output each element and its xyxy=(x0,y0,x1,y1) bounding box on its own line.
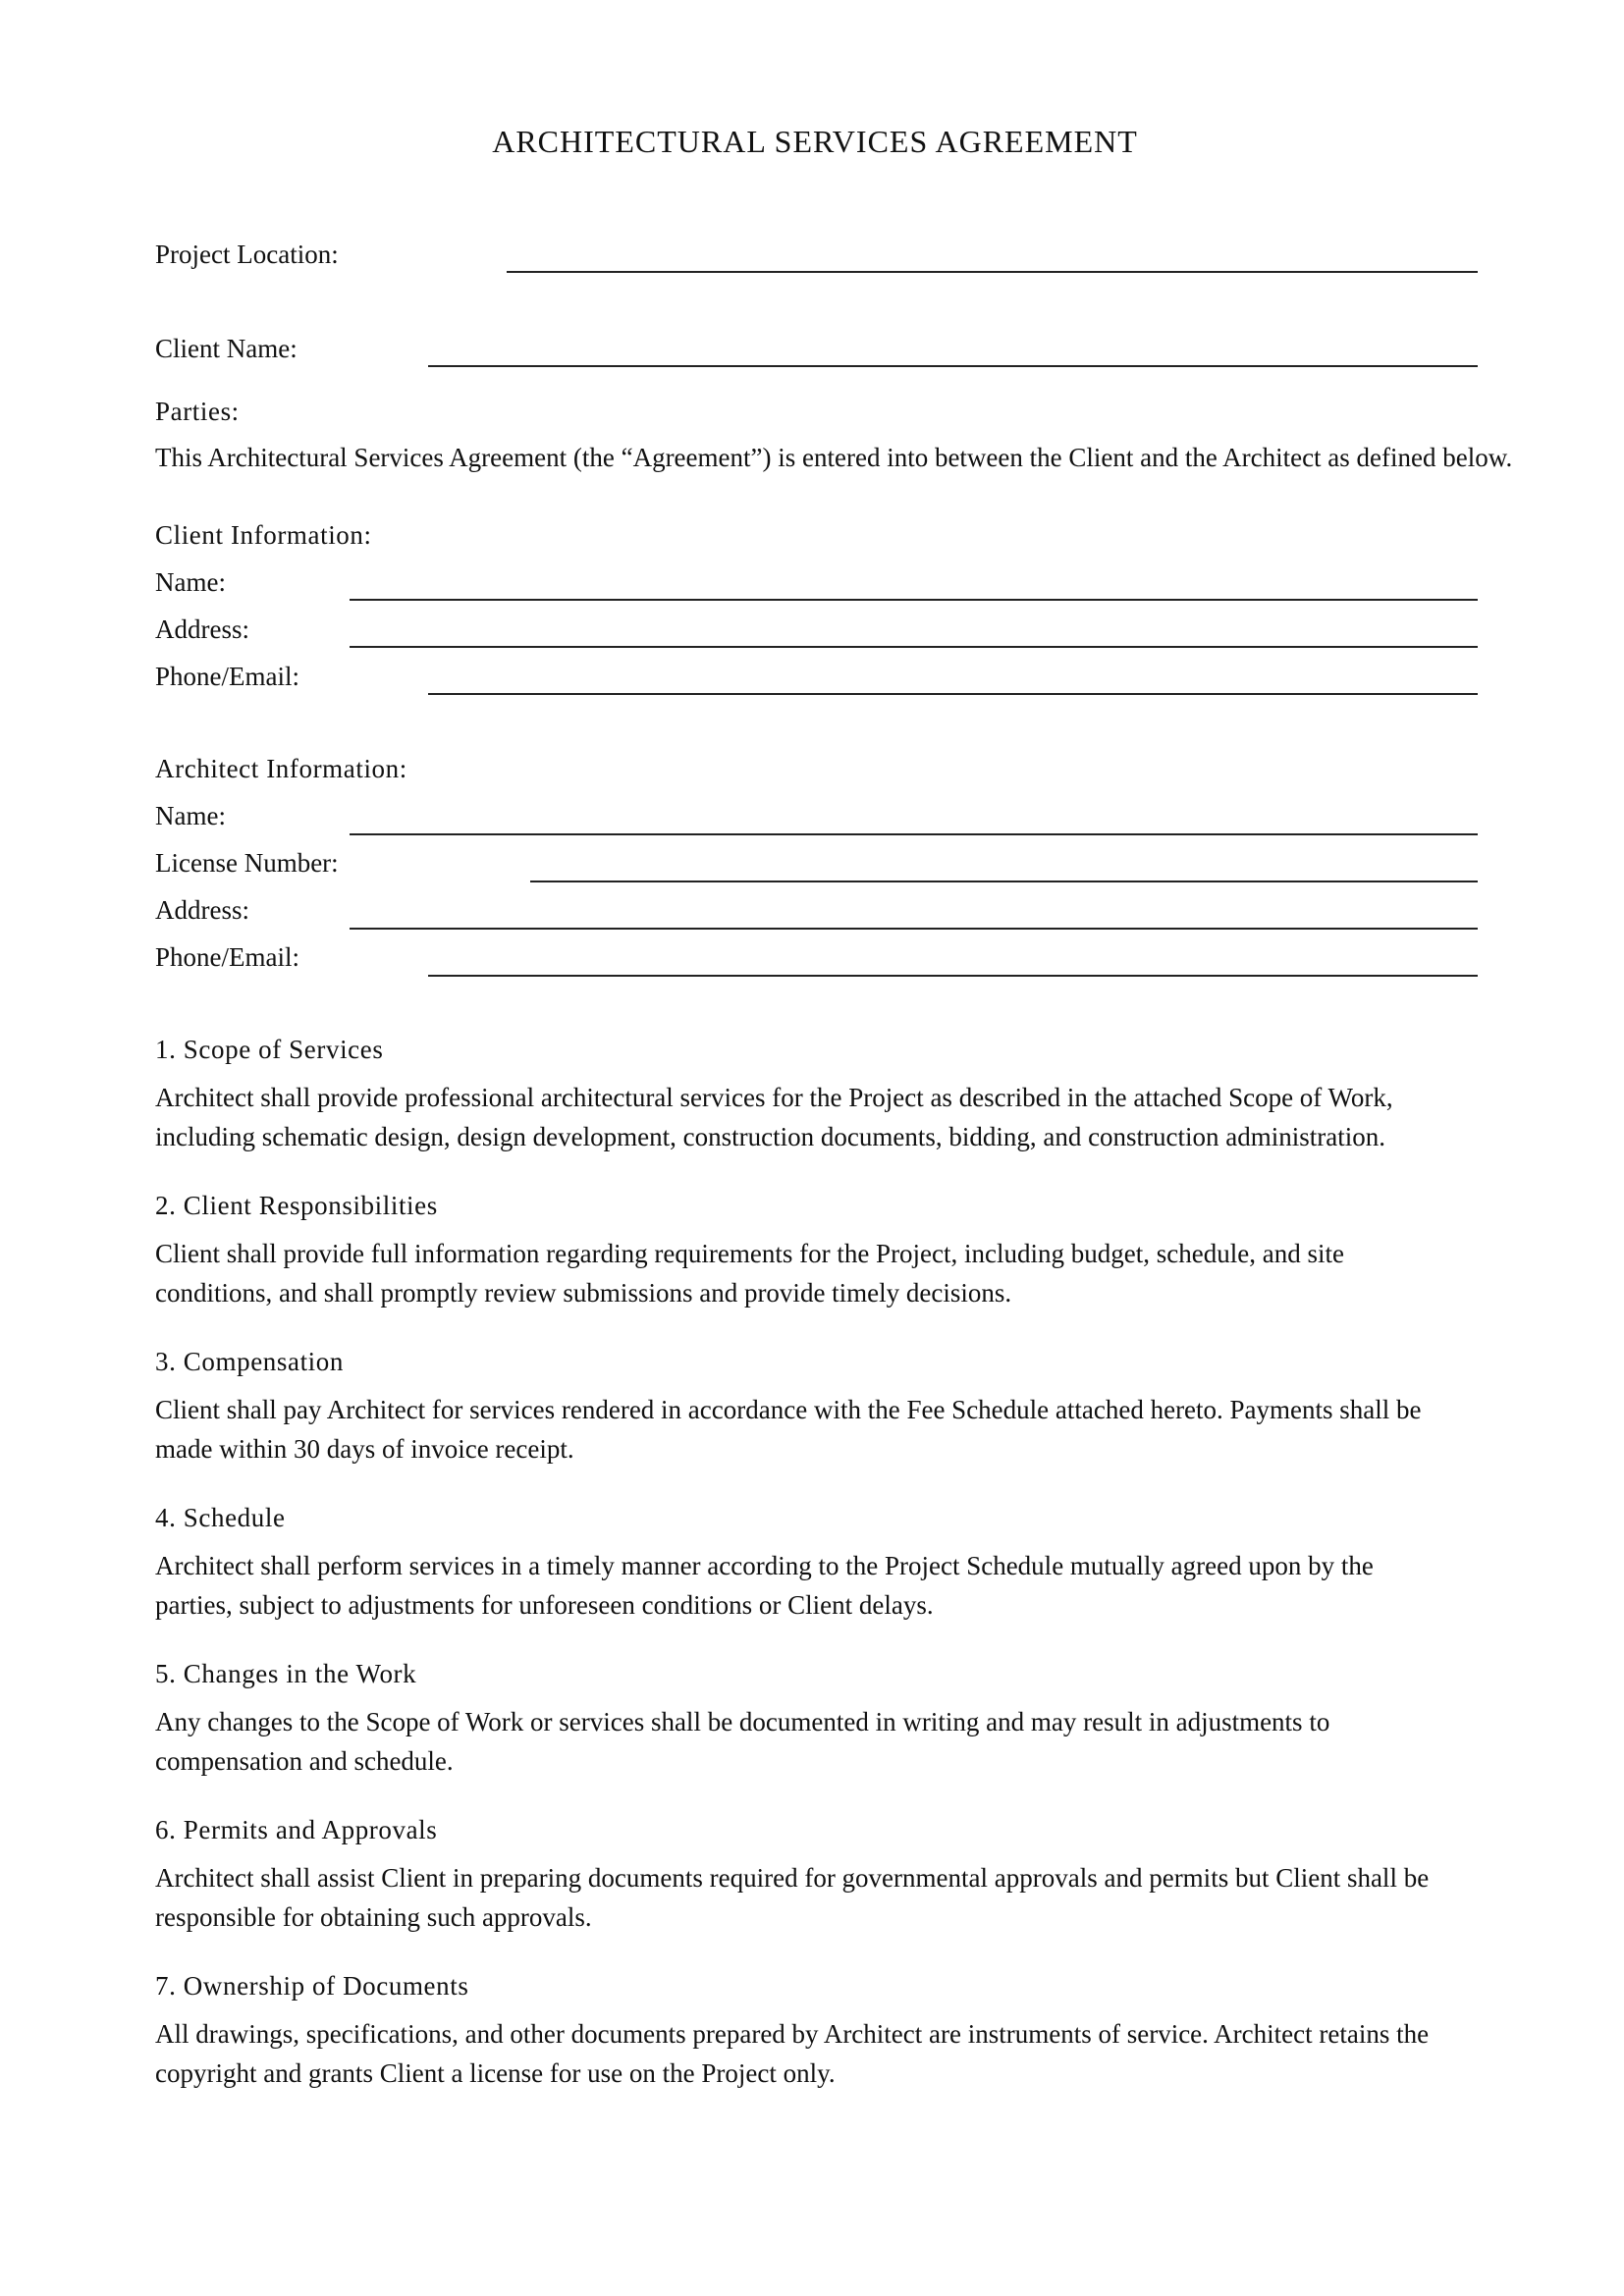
client-phone-email-label: Phone/Email: xyxy=(155,662,299,691)
section-text-line: parties, subject to adjustments for unforeseen conditions or Client delays. xyxy=(155,1590,934,1620)
section-text-line: Any changes to the Scope of Work or services shall be documented in writing and may result in adjustments to xyxy=(155,1707,1330,1736)
architect-phone-email-label: Phone/Email: xyxy=(155,942,299,972)
section-heading: 5. Changes in the Work xyxy=(155,1659,417,1688)
client-name-label: Client Name: xyxy=(155,334,298,363)
architect-address-label: Address: xyxy=(155,895,249,925)
section-text-line: copyright and grants Client a license for use on the Project only. xyxy=(155,2058,836,2088)
client-phone-email-field[interactable] xyxy=(428,693,1478,695)
architect-license-label: License Number: xyxy=(155,848,339,878)
client-info-heading: Client Information: xyxy=(155,520,372,550)
section-heading: 6. Permits and Approvals xyxy=(155,1815,438,1844)
section-text-line: conditions, and shall promptly review submissions and provide timely decisions. xyxy=(155,1278,1012,1308)
project-location-field[interactable] xyxy=(507,271,1478,273)
project-location-label: Project Location: xyxy=(155,240,339,269)
section-heading: 7. Ownership of Documents xyxy=(155,1971,469,2001)
client-address-field[interactable] xyxy=(350,646,1478,648)
architect-name-field[interactable] xyxy=(350,833,1478,835)
section-text-line: responsible for obtaining such approvals. xyxy=(155,1902,592,1932)
section-heading: 2. Client Responsibilities xyxy=(155,1191,438,1220)
client-name-info-field[interactable] xyxy=(350,599,1478,601)
section-text-line: compensation and schedule. xyxy=(155,1746,454,1776)
architect-address-field[interactable] xyxy=(350,928,1478,930)
section-text-line: Client shall pay Architect for services rendered in accordance with the Fee Schedule attached hereto. Payments shall be xyxy=(155,1395,1422,1424)
section-text-line: All drawings, specifications, and other documents prepared by Architect are instruments of service. Architect retains the xyxy=(155,2019,1430,2049)
architect-name-label: Name: xyxy=(155,801,226,830)
section-text-line: Client shall provide full information regarding requirements for the Project, including budget, schedule, and site xyxy=(155,1239,1344,1268)
document-title: ARCHITECTURAL SERVICES AGREEMENT xyxy=(492,124,1138,159)
section-text-line: including schematic design, design development, construction documents, bidding, and construction administration. xyxy=(155,1122,1386,1151)
architect-license-field[interactable] xyxy=(530,881,1478,882)
client-address-label: Address: xyxy=(155,614,249,644)
section-heading: 4. Schedule xyxy=(155,1503,286,1532)
section-text-line: Architect shall perform services in a timely manner according to the Project Schedule mutually agreed upon by the xyxy=(155,1551,1374,1580)
parties-heading: Parties: xyxy=(155,397,240,426)
architect-info-heading: Architect Information: xyxy=(155,754,407,783)
section-heading: 1. Scope of Services xyxy=(155,1035,384,1064)
section-text-line: Architect shall assist Client in preparing documents required for governmental approvals and permits but Client shall be xyxy=(155,1863,1430,1893)
architect-phone-email-field[interactable] xyxy=(428,975,1478,977)
client-name-field[interactable] xyxy=(428,365,1478,367)
section-text-line: made within 30 days of invoice receipt. xyxy=(155,1434,574,1464)
client-name-info-label: Name: xyxy=(155,567,226,597)
section-heading: 3. Compensation xyxy=(155,1347,344,1376)
section-text-line: Architect shall provide professional architectural services for the Project as described in the attached Scope of Work, xyxy=(155,1083,1393,1112)
parties-text: This Architectural Services Agreement (the “Agreement”) is entered into between the Client and the Architect as defined below. xyxy=(155,443,1513,472)
